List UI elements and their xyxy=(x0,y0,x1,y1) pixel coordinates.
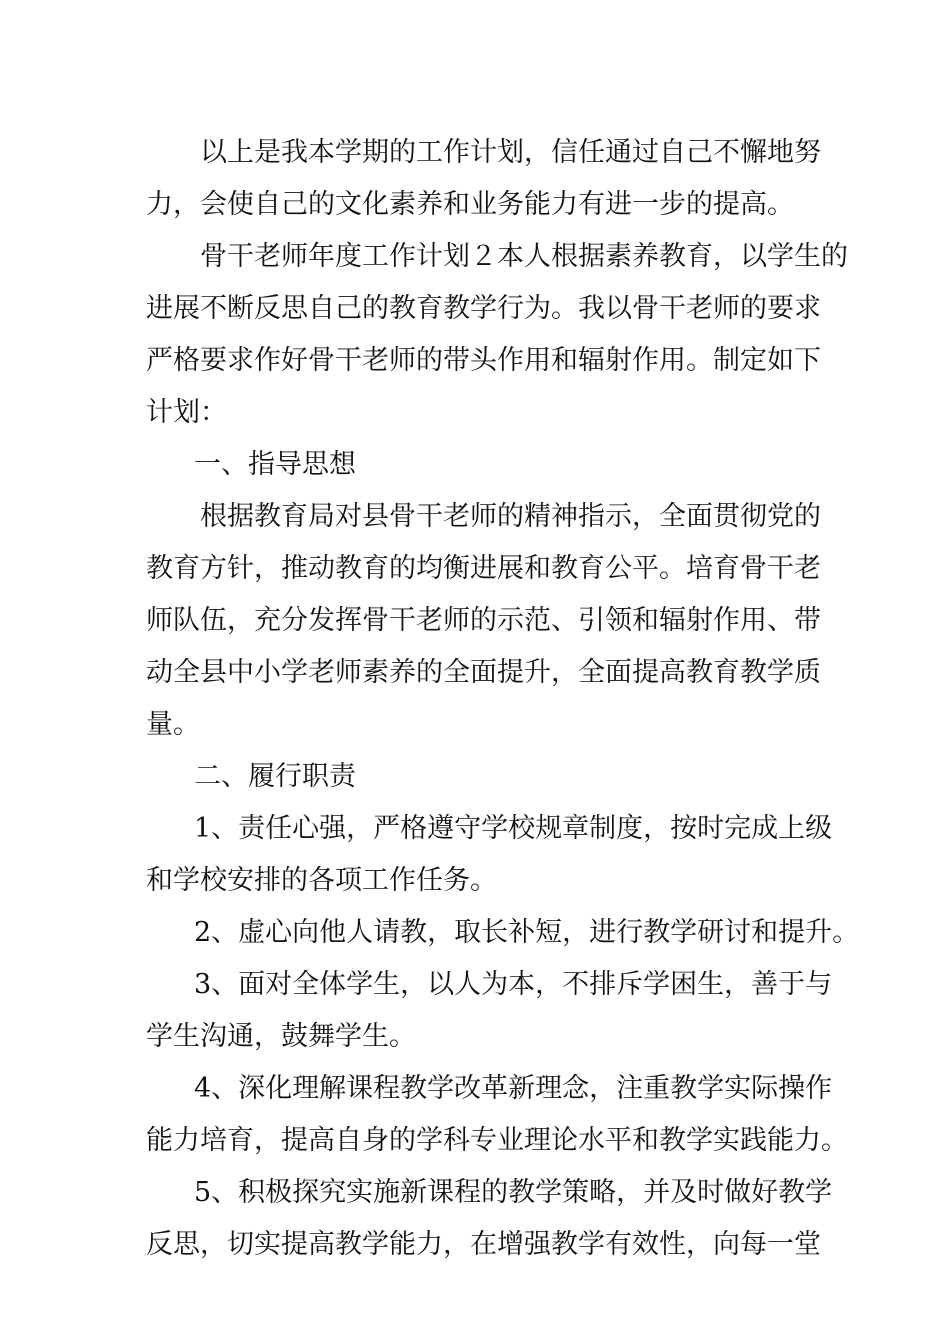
list-item: 2、虚心向他人请教，取长补短，进行教学研讨和提升。 xyxy=(194,917,860,948)
list-item: 3、面对全体学生，以人为本，不排斥学困生，善于与 xyxy=(194,969,833,1000)
paragraph-line: 和学校安排的各项工作任务。 xyxy=(146,865,497,896)
paragraph-line: 动全县中小学老师素养的全面提升，全面提高教育教学质 xyxy=(146,657,821,688)
paragraph-line: 根据教育局对县骨干老师的精神指示，全面贯彻党的 xyxy=(200,501,821,532)
list-item: 1、责任心强，严格遵守学校规章制度，按时完成上级 xyxy=(194,813,833,844)
paragraph-line: 力，会使自己的文化素养和业务能力有进一步的提高。 xyxy=(146,189,794,220)
paragraph-line: 学生沟通，鼓舞学生。 xyxy=(146,1021,416,1052)
paragraph-line: 计划： xyxy=(146,397,227,428)
paragraph-line: 量。 xyxy=(146,709,200,740)
paragraph-line: 进展不断反思自己的教育教学行为。我以骨干老师的要求 xyxy=(146,293,821,324)
paragraph-line: 教育方针，推动教育的均衡进展和教育公平。培育骨干老 xyxy=(146,553,821,584)
paragraph-line: 反思，切实提高教学能力，在增强教学有效性，向每一堂 xyxy=(146,1229,821,1260)
paragraph-line: 能力培育，提高自身的学科专业理论水平和教学实践能力。 xyxy=(146,1125,848,1156)
paragraph-line: 师队伍，充分发挥骨干老师的示范、引领和辐射作用、带 xyxy=(146,605,821,636)
paragraph-line: 以上是我本学期的工作计划，信任通过自己不懈地努 xyxy=(200,137,821,168)
paragraph-line: 严格要求作好骨干老师的带头作用和辐射作用。制定如下 xyxy=(146,345,821,376)
list-item: 4、深化理解课程教学改革新理念，注重教学实际操作 xyxy=(194,1073,833,1104)
paragraph-line: 骨干老师年度工作计划２本人根据素养教育，以学生的 xyxy=(200,241,848,272)
list-item: 5、积极探究实施新课程的教学策略，并及时做好教学 xyxy=(194,1177,833,1208)
section-heading: 二、履行职责 xyxy=(194,761,356,792)
document-body xyxy=(146,127,860,1271)
section-heading: 一、指导思想 xyxy=(194,449,356,480)
